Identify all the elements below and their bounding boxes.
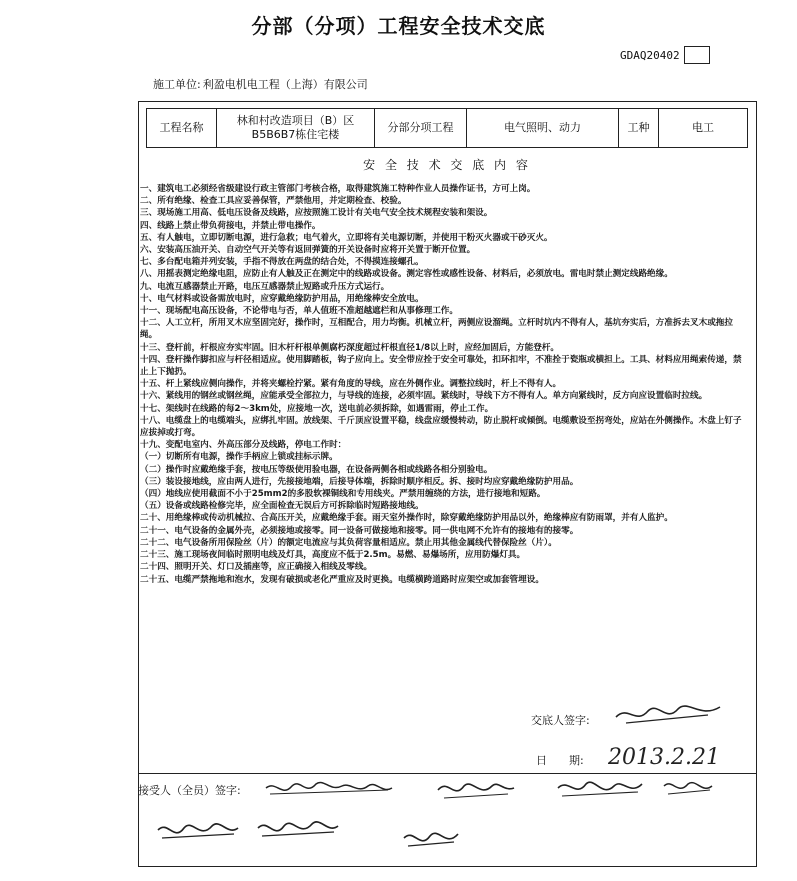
safety-item: 二十五、电缆严禁拖地和泡水，发现有破损或老化严重应及时更换。电缆横跨道路时应架空或加套管埋设。 [140, 574, 544, 585]
project-label: 工程名称 [159, 120, 204, 134]
safety-item: 二十三、施工现场夜间临时照明电线及灯具，高度应不低于2.5m。易燃、易爆场所，应用防爆灯具。 [140, 550, 526, 561]
safety-item: （一）切断所有电源，操作手柄应上锁或挂标示牌。 [140, 452, 338, 463]
header-row [146, 108, 748, 148]
section-value: 电气照明、动力 [504, 120, 581, 134]
discloser-label: 交底人签字: [531, 714, 590, 727]
section-value-cell [467, 109, 619, 147]
project-label-cell [147, 109, 217, 147]
form-code [620, 46, 710, 64]
construction-unit-value: 利盈电机电工程（上海）有限公司 [202, 78, 368, 91]
safety-item: 十六、紧线用的钢丝或钢丝绳，应能承受全部拉力，与导线的连接，必须牢固。紧线时，导线下方不得有人。单方向紧线时，反方向应设置临时拉线。 [140, 391, 708, 402]
safety-item: 九、电流互感器禁止开路，电压互感器禁止短路或升压方式运行。 [140, 281, 390, 292]
safety-item: 二、所有绝缘、检查工具应妥善保管，严禁他用，并定期检查、校验。 [140, 196, 407, 207]
safety-item: 十、电气材料或设备需放电时，应穿戴绝缘防护用品，用绝缘棒安全放电。 [140, 293, 424, 304]
safety-item: 一、建筑电工必须经省级建设行政主管部门考核合格，取得建筑施工特种作业人员操作证书，方可上岗。 [140, 184, 536, 194]
trade-value-cell [659, 109, 747, 147]
trade-label-cell [619, 109, 659, 147]
safety-item: 十五、杆上紧线应侧向操作，并将夹螺栓拧紧。紧有角度的导线，应在外侧作业。调整拉线时，杆上不得有人。 [140, 379, 562, 390]
form-code-box [684, 46, 710, 64]
safety-item: 十四、登杆操作脚扣应与杆径相适应。使用脚踏板，钩子应向上。安全带应拴于安全可靠处，扣环扣牢，不准拴于瓷瓶或横担上。工具、材料应用绳索传递，禁止上下抛扔。 [140, 354, 742, 378]
safety-items-list [140, 183, 750, 586]
receiver-divider [138, 773, 757, 774]
trade-value: 电工 [692, 120, 714, 134]
document-title: 分部（分项）工程安全技术交底 [251, 14, 546, 38]
date-value: 2013.2.21 [608, 745, 720, 770]
content-title: 安 全 技 术 交 底 内 容 [363, 158, 531, 172]
section-label-cell [375, 109, 467, 147]
safety-item: 十一、现场配电高压设备，不论带电与否，单人值班不准超越遮栏和从事修理工作。 [140, 306, 458, 317]
date-value-svg [606, 738, 726, 772]
safety-item: 十七、架线时在线路的每2～3km处，应接地一次，送电前必须拆除，如遇雷雨，停止工作。 [140, 403, 494, 414]
safety-item: 五、有人触电，立即切断电源，进行急救；电气着火，立即将有关电源切断，并使用干粉灭火器或干砂灭火。 [140, 232, 553, 243]
section-label: 分部分项工程 [387, 120, 454, 134]
safety-item: （五）设备或线路检修完毕，应全面检查无误后方可拆除临时短路接地线。 [140, 501, 424, 512]
construction-unit-label: 施工单位: [153, 78, 201, 91]
safety-item: 四、线路上禁止带负荷接电，并禁止带电操作。 [140, 220, 321, 231]
discloser-signature [608, 695, 728, 735]
project-value-line2: B5B6B7栋住宅楼 [251, 128, 340, 141]
safety-item: 八、用摇表测定绝缘电阻，应防止有人触及正在测定中的线路或设备。测定容性或感性设备、材料后，必须放电。雷电时禁止测定线路绝缘。 [140, 269, 673, 280]
construction-unit [153, 76, 368, 92]
project-value-line1: 林和村改造项目（B）区 [236, 113, 355, 127]
safety-item: 二十二、电气设备所用保险丝（片）的额定电流应与其负荷容量相适应。禁止用其他金属线代替保险丝（片）。 [140, 537, 557, 548]
safety-item: 七、多台配电箱并列安装，手指不得放在两盘的结合处，不得摸连接螺孔。 [140, 257, 424, 268]
safety-item: 十八、电缆盘上的电缆端头，应绑扎牢固。放线架、千斤顶应设置平稳，线盘应缓慢转动，防止脱杆或倾倒。电缆敷设至拐弯处，应站在外侧操作。木盘上钉子应拔掉或打弯。 [140, 415, 742, 439]
safety-item: 十九、变配电室内、外高压部分及线路，停电工作时： [140, 440, 347, 451]
safety-item: 六、安装高压油开关、自动空气开关等有返回弹簧的开关设备时应将开关置于断开位置。 [140, 245, 476, 256]
safety-item: （三）装设接地线，应由两人进行，先接接地端，后接导体端，拆除时顺序相反。拆、接时均应穿戴绝缘防护用品。 [140, 476, 579, 487]
safety-item: （二）操作时应戴绝缘手套，按电压等级使用验电器，在设备两侧各相或线路各相分别验电。 [140, 464, 493, 475]
date-label: 日 期: [536, 754, 584, 767]
safety-item: （四）地线应使用截面不小于25mm2的多股软裸铜线和专用线夹。严禁用缠绕的方法，进行接地和短路。 [140, 489, 546, 500]
receiver-label: 接受人（全员）签字: [138, 784, 241, 797]
safety-item: 二十四、照明开关、灯口及插座等，应正确接入相线及零线。 [140, 562, 373, 573]
safety-item: 三、现场施工用高、低电压设备及线路，应按照施工设计有关电气安全技术规程安装和架设。 [140, 208, 493, 219]
form-code-text: GDAQ20402 [620, 48, 680, 62]
safety-item: 十二、人工立杆，所用叉木应坚固完好，操作时，互相配合，用力均衡。机械立杆，两侧应设溜绳。立杆时坑内不得有人，基坑夯实后，方准拆去叉木或拖拉绳。 [140, 318, 733, 341]
safety-item: 十三、登杆前，杆根应夯实牢固。旧木杆杆根单侧腐朽深度超过杆根直径1/8以上时，应经加固后，方能登杆。 [140, 342, 560, 353]
receiver-signatures [258, 776, 718, 866]
project-value-cell [217, 109, 375, 147]
safety-item: 二十一、电气设备的金属外壳，必须接地或接零。同一设备可做接地和接零。同一供电网不允许有的接地有的接零。 [140, 525, 579, 536]
safety-item: 二十、用绝缘棒或传动机械拉、合高压开关，应戴绝缘手套。雨天室外操作时，除穿戴绝缘防护用品以外，绝缘棒应有防雨罩，并有人监护。 [140, 513, 673, 524]
trade-label: 工种 [627, 120, 650, 134]
